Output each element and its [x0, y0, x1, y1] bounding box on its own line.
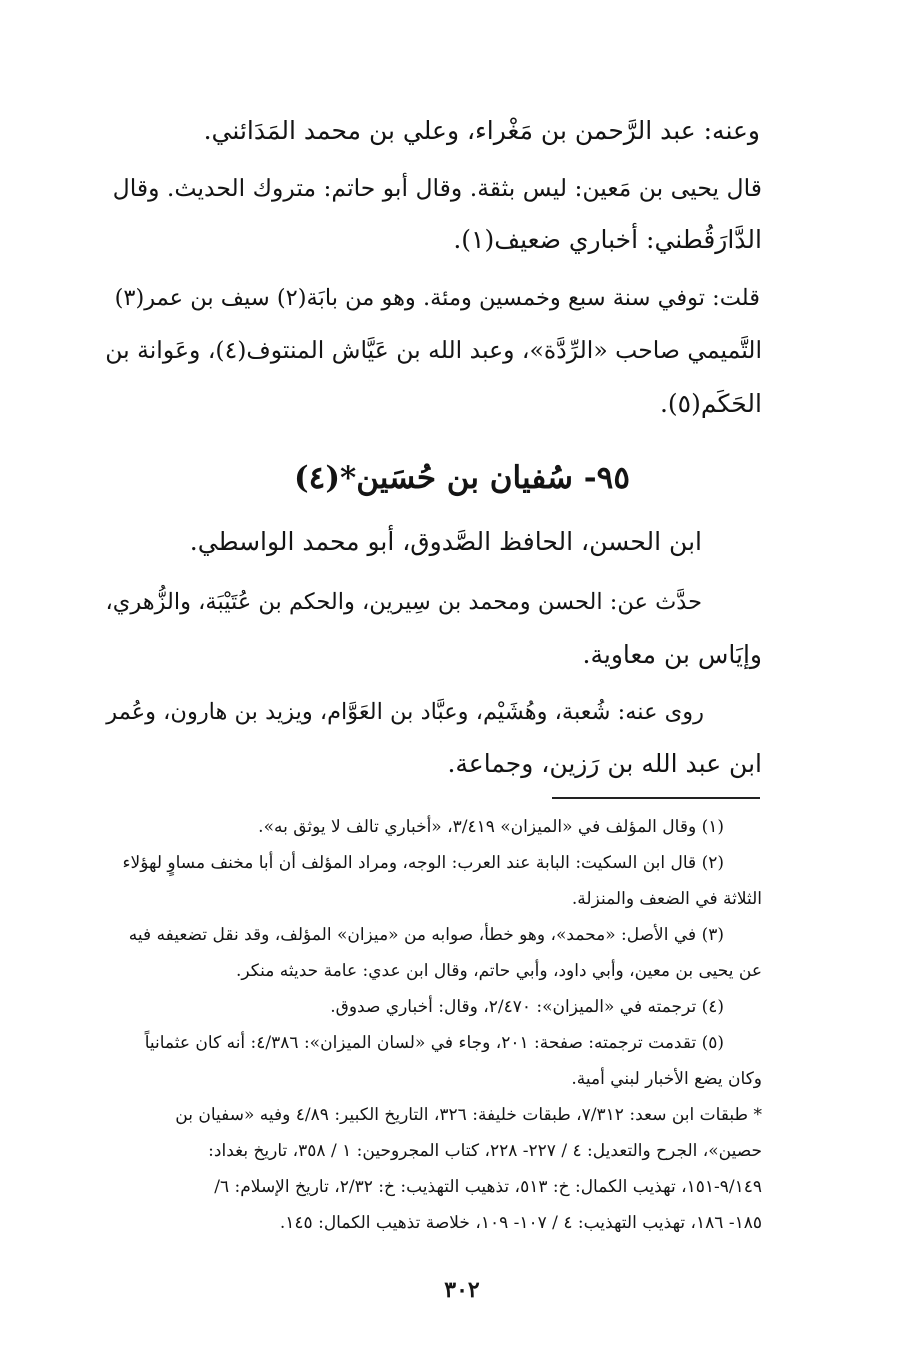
sources-line: ٩/١٤٩-١٥١، تهذيب الكمال: خ: ٥١٣، تذهيب التهذيب: خ: ٢/٣٢، تاريخ الإسلام: ٦/: [214, 1177, 762, 1197]
body-line: قلت: توفي سنة سبع وخمسين ومئة. وهو من بابَة(٢) سيف بن عمر(٣): [114, 285, 760, 311]
footnote-line: وكان يضع الأخبار لبني أمية.: [571, 1069, 762, 1089]
entry-heading: ٩٥- سُفيان بن حُسَين*(٤): [294, 460, 630, 496]
footnote-line: (٥) تقدمت ترجمته: صفحة: ٢٠١، وجاء في «لسان الميزان»: ٤/٣٨٦: أنه كان عثمانياً: [144, 1033, 724, 1053]
page-number: ٣٠٢: [444, 1277, 480, 1303]
entry-line: ابن عبد الله بن رَزين، وجماعة.: [447, 749, 762, 778]
footnote-line: (١) وقال المؤلف في «الميزان» ٣/٤١٩، «أخباري تالف لا يوثق به».: [258, 817, 724, 837]
entry-line: وإيَاس بن معاوية.: [582, 640, 762, 669]
narrators-from-line: وعنه: عبد الرَّحمن بن مَغْراء، وعلي بن محمد المَدَائني.: [203, 116, 760, 145]
sources-line: حصين»، الجرح والتعديل: ٤ / ٢٢٧- ٢٢٨، كتاب المجروحين: ١ / ٣٥٨، تاريخ بغداد:: [208, 1141, 762, 1161]
entry-line: حدَّث عن: الحسن ومحمد بن سِيرين، والحكم بن عُتَيْبَة، والزُّهري،: [105, 589, 702, 615]
body-line: التَّميمي صاحب «الرِّدَّة»، وعبد الله بن عَيَّاش المنتوف(٤)، وعَوانة بن: [105, 336, 762, 364]
sources-line: ١٨٥- ١٨٦، تهذيب التهذيب: ٤ / ١٠٧- ١٠٩، خلاصة تذهيب الكمال: ١٤٥.: [279, 1213, 762, 1233]
entry-line: ابن الحسن، الحافظ الصَّدوق، أبو محمد الواسطي.: [189, 527, 702, 556]
footnote-line: (٣) في الأصل: «محمد»، وهو خطأ، صوابه من «ميزان» المؤلف، وقد نقل تضعيفه فيه: [128, 925, 724, 945]
body-line: قال يحيى بن مَعين: ليس بثقة. وقال أبو حاتم: متروك الحديث. وقال: [112, 174, 762, 202]
entry-line: روى عنه: شُعبة، وهُشَيْم، وعبَّاد بن العَوَّام، ويزيد بن هارون، وعُمر: [106, 699, 704, 725]
footnote-line: (٤) ترجمته في «الميزان»: ٢/٤٧٠، وقال: أخباري صدوق.: [330, 997, 724, 1017]
sources-line: * طبقات ابن سعد: ٧/٣١٢، طبقات خليفة: ٣٢٦، التاريخ الكبير: ٤/٨٩ وفيه «سفيان بن: [175, 1105, 762, 1125]
body-line: الدَّارَقُطني: أخباري ضعيف(١).: [453, 225, 762, 254]
footnote-line: عن يحيى بن معين، وأبي داود، وأبي حاتم، وقال ابن عدي: عامة حديثه منكر.: [235, 961, 762, 981]
body-line: الحَكَم(٥).: [659, 389, 762, 418]
footnote-divider: [552, 797, 760, 799]
footnote-line: (٢) قال ابن السكيت: البابة عند العرب: الوجه، ومراد المؤلف أن أبا مخنف مساوٍ لهؤلاء: [122, 853, 724, 873]
footnote-line: الثلاثة في الضعف والمنزلة.: [571, 889, 762, 909]
